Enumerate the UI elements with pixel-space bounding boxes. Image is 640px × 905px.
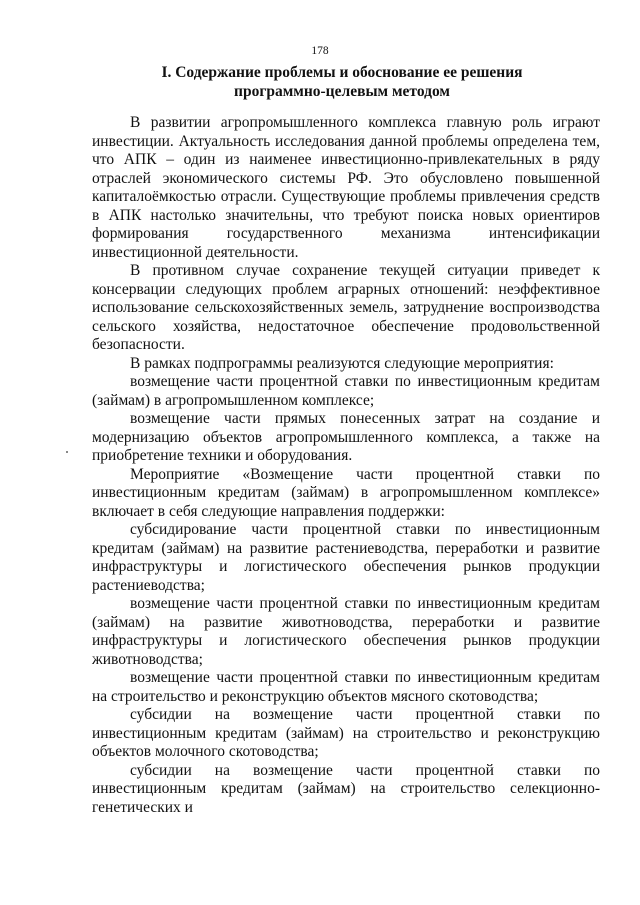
list-item-direct-costs: возмещение части прямых понесенных затрат на создание и модернизацию объектов агропромышленного комплекса, а также на приобретение техники и оборудования. [92,410,600,464]
list-item-livestock: возмещение части процентной ставки по инвестиционным кредитам (займам) на развитие животноводства, переработки и развитие инфраструктуры и логистического обеспечения рынков продукции животноводства; [92,595,600,668]
paragraph-measure-directions: Мероприятие «Возмещение части процентной ставки по инвестиционным кредитам (займам) в агропромышленном комплексе» включает в себя следующие направления поддержки: [92,465,600,520]
paragraph-measures-intro: В рамках подпрограммы реализуются следующие мероприятия: [130,354,554,372]
body-text [92,114,600,817]
list-item-beef-cattle: возмещение части процентной ставки по инвестиционным кредитам на строительство и реконструкцию объектов мясного скотоводства; [92,669,600,705]
list-item-interest-compensation: возмещение части процентной ставки по инвестиционным кредитам (займам) в агропромышленном комплексе; [92,373,600,409]
scan-speck [66,451,68,453]
section-title-line-2: программно-целевым методом [234,83,450,100]
section-title-line-1: I. Содержание проблемы и обоснование ее решения [161,64,523,81]
page-number: 178 [311,45,329,57]
paragraph-investment-role: В развитии агропромышленного комплекса главную роль играют инвестиции. Актуальность исследования данной проблемы определена тем, что АПК – один из наименее инвестиционно-привлекательных в ряду отраслей экономического системы РФ. Это обусловлено повышенной капиталоёмкостью отрасли. Существующие проблемы привлечения средств в АПК настолько значительны, что требуют поиска новых ориентиров формирования государственного механизма интенсификации инвестиционной деятельности. [92,114,600,261]
list-item-dairy-cattle: субсидии на возмещение части процентной ставки по инвестиционным кредитам (займам) на строительство и реконструкцию объектов молочного скотоводства; [92,706,600,760]
section-title [82,63,602,101]
list-item-breeding-genetic: субсидии на возмещение части процентной ставки по инвестиционным кредитам (займам) на строительство селекционно-генетических и [92,761,600,816]
paragraph-consequences: В противном случае сохранение текущей ситуации приведет к консервации следующих проблем аграрных отношений: неэффективное использование сельскохозяйственных земель, затруднение воспроизводства сельского хозяйства, недостаточное обеспечение продовольственной безопасности. [92,262,600,353]
list-item-crop-production: субсидирование части процентной ставки по инвестиционным кредитам (займам) на развитие растениеводства, переработки и развитие инфраструктуры и логистического обеспечения рынков продукции растениеводства; [92,521,600,594]
